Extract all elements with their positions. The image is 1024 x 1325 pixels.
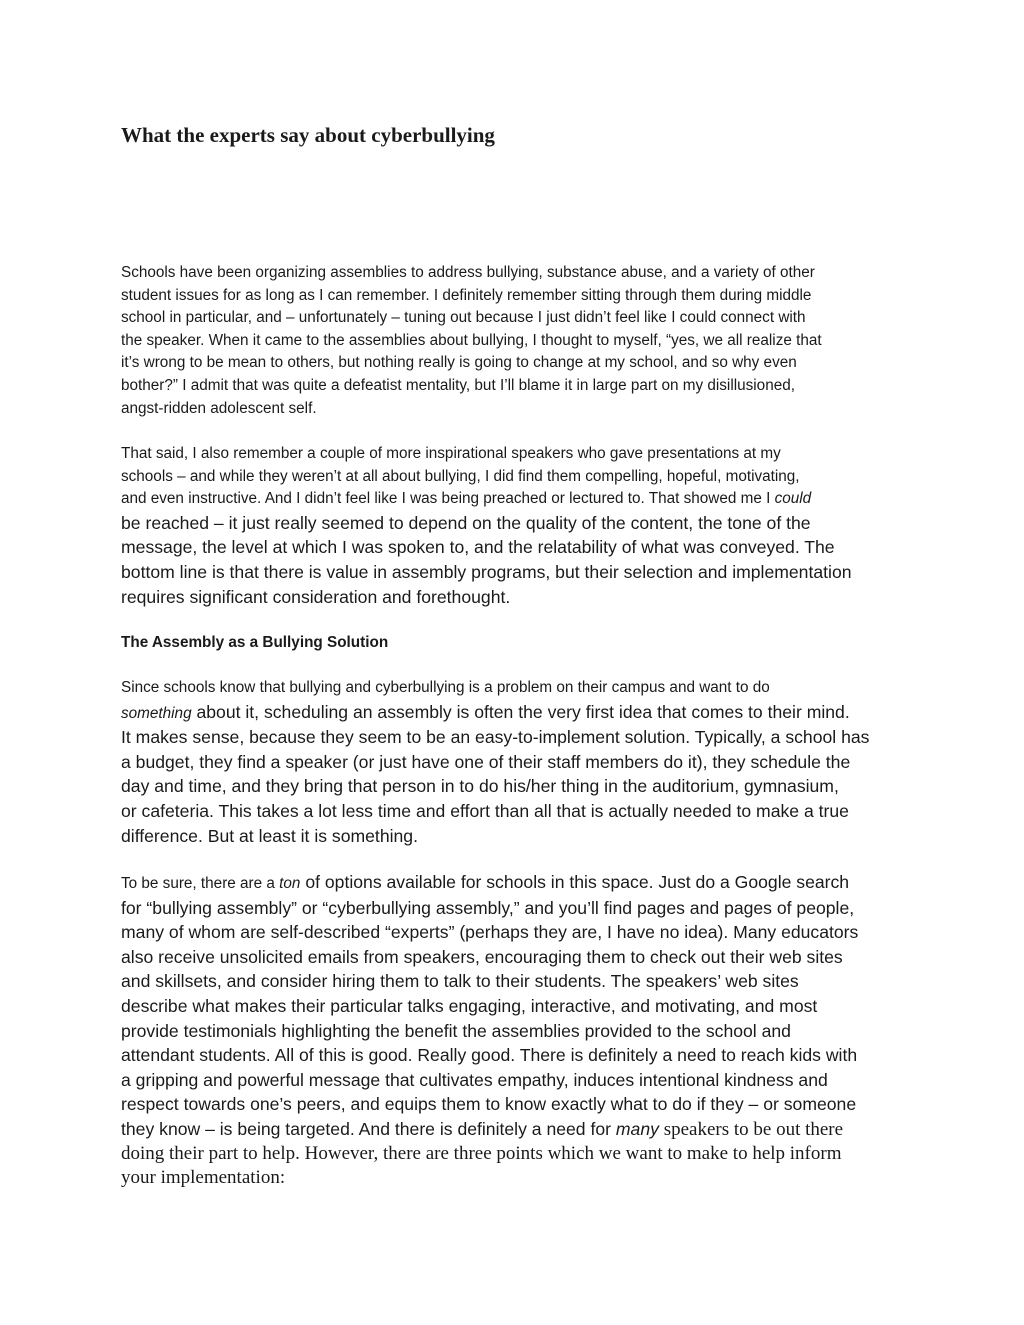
text-line: provide testimonials highlighting the benefit the assemblies provided to the school and bbox=[121, 1020, 791, 1041]
text-line: be reached – it just really seemed to depend on the quality of the content, the tone of the bbox=[121, 512, 811, 533]
emphasis-many: many bbox=[615, 1118, 659, 1139]
text-line bbox=[121, 870, 911, 896]
text-line: and skillsets, and consider hiring them to talk to their students. The speakers’ web sites bbox=[121, 971, 799, 992]
text-line: message, the level at which I was spoken to, and the relatability of what was conveyed. The bbox=[121, 537, 835, 558]
text-line: describe what makes their particular talks engaging, interactive, and motivating, and most bbox=[121, 995, 818, 1016]
text-line: That said, I also remember a couple of more inspirational speakers who gave presentations at my bbox=[121, 445, 781, 462]
text-line: it’s wrong to be mean to others, but nothing really is going to change at my school, and so why even bbox=[121, 354, 797, 372]
text-line bbox=[121, 700, 911, 726]
text-line: day and time, and they bring that person in to do his/her thing in the auditorium, gymnasium, bbox=[121, 776, 839, 797]
text-line: Since schools know that bullying and cyberbullying is a problem on their campus and want to do bbox=[121, 679, 770, 696]
text-line bbox=[121, 488, 911, 511]
text-line: Schools have been organizing assemblies to address bullying, substance abuse, and a variety of other bbox=[121, 264, 815, 281]
document-title: What the experts say about cyberbullying bbox=[121, 123, 495, 147]
text-line: many of whom are self-described “experts” (perhaps they are, I have no idea). Many educators bbox=[121, 922, 859, 943]
text-line: schools – and while they weren’t at all about bullying, I did find them compelling, hopeful, motivating, bbox=[121, 467, 800, 485]
text-line: school in particular, and – unfortunately – tuning out because I just didn’t feel like I could connect with bbox=[121, 309, 806, 327]
text-run: To be sure, there are a bbox=[121, 875, 280, 892]
text-line: or cafeteria. This takes a lot less time and effort than all that is actually needed to make a true bbox=[121, 800, 849, 821]
text-line: doing their part to help. However, there are three points which we want to make to help inform bbox=[121, 1142, 842, 1164]
emphasis-could: could bbox=[774, 490, 812, 508]
text-run: of options available for schools in this space. Just do a Google search bbox=[300, 872, 850, 892]
text-run: about it, scheduling an assembly is often the very first idea that comes to their mind. bbox=[191, 701, 850, 722]
emphasis-ton: ton bbox=[279, 875, 301, 892]
paragraph-intro bbox=[121, 262, 911, 420]
text-line: bother?” I admit that was quite a defeatist mentality, but I’ll blame it in large part on my disillusioned, bbox=[121, 376, 795, 394]
text-line: also receive unsolicited emails from speakers, encouraging them to check out their web sites bbox=[121, 946, 843, 967]
text-line: bottom line is that there is value in assembly programs, but their selection and implementation bbox=[121, 561, 852, 582]
text-line: a gripping and powerful message that cultivates empathy, induces intentional kindness and bbox=[121, 1069, 828, 1090]
text-line: difference. But at least it is something. bbox=[121, 825, 418, 846]
text-line: attendant students. All of this is good. Really good. There is definitely a need to reach kids with bbox=[121, 1045, 858, 1066]
text-line: respect towards one’s peers, and equips them to know exactly what to do if they – or someone bbox=[121, 1094, 857, 1115]
paragraph-options bbox=[121, 870, 911, 1189]
text-run: speakers to be out there bbox=[658, 1118, 844, 1140]
emphasis-something: something bbox=[121, 704, 192, 722]
text-run: they know – is being targeted. And there is definitely a need for bbox=[121, 1118, 616, 1139]
text-line: the speaker. When it came to the assemblies about bullying, I thought to myself, “yes, we all realize that bbox=[121, 331, 822, 349]
text-run: and even instructive. And I didn’t feel like I was being preached or lectured to. That showed me I bbox=[121, 490, 775, 508]
text-line: a budget, they find a speaker (or just have one of their staff members do it), they schedule the bbox=[121, 751, 851, 772]
paragraph-inspirational-speakers bbox=[121, 443, 911, 609]
text-line bbox=[121, 1117, 911, 1142]
text-line: for “bullying assembly” or “cyberbullying assembly,” and you’ll find pages and pages of people, bbox=[121, 897, 855, 918]
text-line: student issues for as long as I can remember. I definitely remember sitting through them during middle bbox=[121, 286, 812, 304]
text-line: angst-ridden adolescent self. bbox=[121, 399, 317, 417]
section-heading-assembly: The Assembly as a Bullying Solution bbox=[121, 634, 389, 651]
text-line: requires significant consideration and forethought. bbox=[121, 586, 511, 607]
paragraph-assembly-solution bbox=[121, 677, 911, 848]
text-line: your implementation: bbox=[121, 1166, 286, 1188]
text-line: It makes sense, because they seem to be an easy-to-implement solution. Typically, a school has bbox=[121, 727, 870, 748]
